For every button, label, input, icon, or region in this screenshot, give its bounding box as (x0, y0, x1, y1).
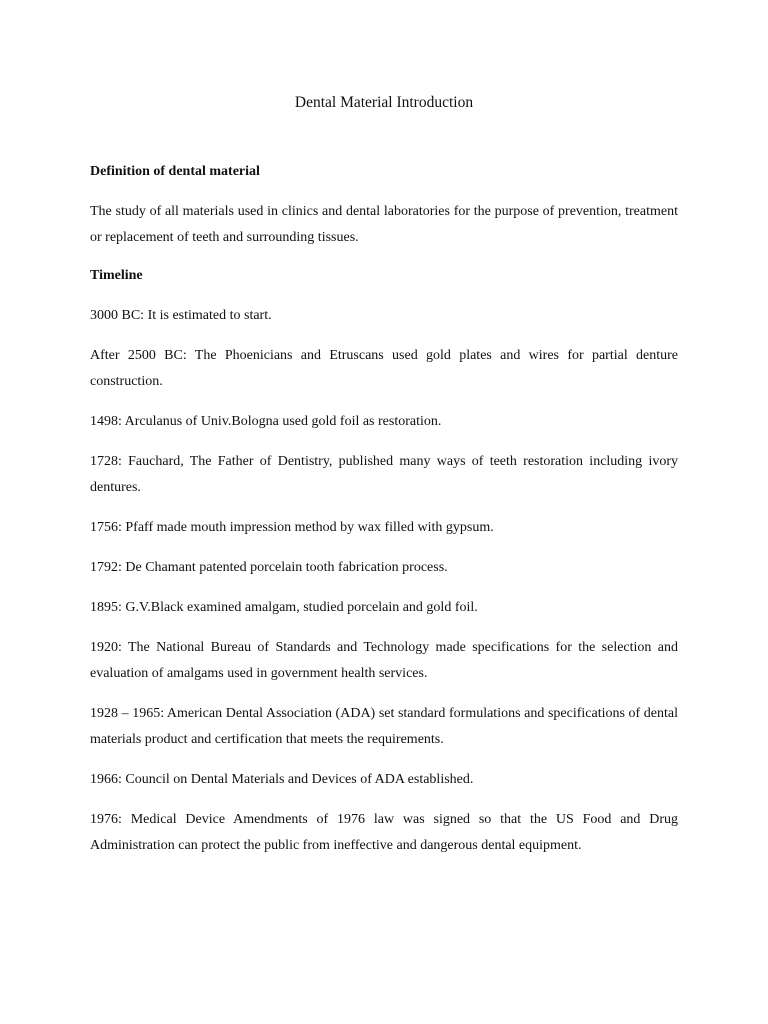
definition-paragraph: The study of all materials used in clinics and dental laboratories for the purpose of prevention, treatment or replacement of teeth and surrounding tissues. (90, 204, 678, 245)
timeline-entry: After 2500 BC: The Phoenicians and Etruscans used gold plates and wires for partial denture construction. (90, 348, 678, 389)
document-title: Dental Material Introduction (294, 94, 474, 111)
timeline-entry: 1928 – 1965: American Dental Association (ADA) set standard formulations and specifications of dental materials product and certification that meets the requirements. (90, 706, 678, 747)
document-body (90, 161, 678, 873)
timeline-entry: 1920: The National Bureau of Standards and Technology made specifications for the selection and evaluation of amalgams used in government health services. (90, 640, 678, 681)
timeline-entry: 1966: Council on Dental Materials and Devices of ADA established. (90, 772, 474, 787)
timeline-heading: Timeline (90, 268, 143, 283)
timeline-entry: 1728: Fauchard, The Father of Dentistry, published many ways of teeth restoration including ivory dentures. (90, 454, 678, 495)
timeline-entry: 1895: G.V.Black examined amalgam, studied porcelain and gold foil. (90, 600, 478, 615)
timeline-entry: 1792: De Chamant patented porcelain tooth fabrication process. (90, 560, 448, 575)
definition-heading: Definition of dental material (90, 164, 260, 179)
timeline-entry: 1756: Pfaff made mouth impression method by wax filled with gypsum. (90, 520, 494, 535)
timeline-entry: 1498: Arculanus of Univ.Bologna used gold foil as restoration. (90, 414, 442, 429)
timeline-entry: 3000 BC: It is estimated to start. (90, 308, 272, 323)
timeline-entry: 1976: Medical Device Amendments of 1976 law was signed so that the US Food and Drug Administration can protect the public from ineffective and dangerous dental equipment. (90, 812, 678, 853)
